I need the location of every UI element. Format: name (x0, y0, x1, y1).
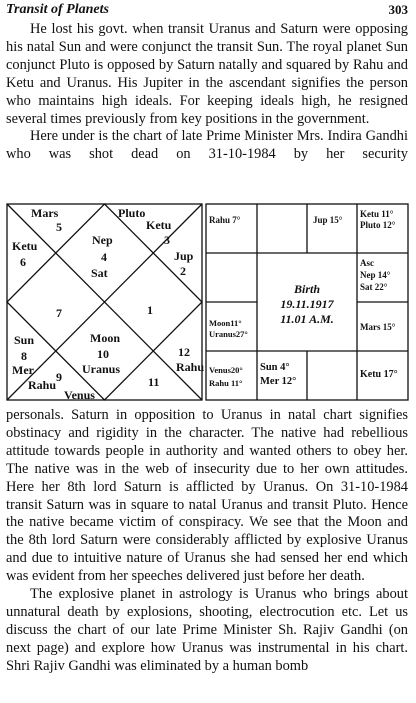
center-title: Birth (293, 282, 321, 296)
h11-num: 11 (148, 375, 160, 389)
paragraph-4: The explosive planet in astrology is Uranus who brings about unnatural death by explosions, shooting, electrocution etc. Let us discuss the chart of our late Prime Minister Sh. Rajiv Gandhi (on next page) and explore how Uranus was instrumental in his chart. Shri Rajiv Gandhi was eliminated by a human bomb (6, 586, 408, 674)
paragraph-1: He lost his govt. when transit Uranus and Saturn were opposing his natal Sun and were conjunct the transit Sun. The royal planet Sun conjunct Pluto is opposed by Saturn natally and squared by Rahu and Ketu and Uranus. His Jupiter in the ascendant signifies the person who maintains high ideals. For keeping ideals high, he resigned several times previously from key positions in the government. (6, 21, 408, 127)
paragraph-3: personals. Saturn in opposition to Uranus in natal chart signifies obstinacy and rigidity in the character. The native had rebellious attitude towards people in authority and wanted others to obey her. The native was in the web of insecurity due to her own attitudes. Here her 8th lord Saturn is afflicted by Uranus. On 31-10-1984 transit Saturn was in square to natal Uranus and transit Pluto. Hence the native became victim of conspiracy. We see that the Moon and the 8th lord Saturn were considerably afflicted by explosive Uranus and due to intuitive nature of Uranus she had sensed her end which was evident from her speeches delivered just before her death. (6, 407, 408, 585)
paragraph-2: Here under is the chart of late Prime Minister Mrs. Indira Gandhi who was shot dead on 31-10-1984 by her security (6, 128, 408, 163)
cell-top-2: Jup 15° (313, 215, 343, 225)
h2-planet: Jup (174, 249, 194, 263)
h3-planet2: Ketu (146, 218, 172, 232)
h5-planet: Mars (31, 206, 59, 220)
h8-planet2: Mer (12, 363, 34, 377)
h12-num: 12 (178, 345, 190, 359)
h4-planet2: Sat (91, 266, 108, 280)
h6-planet: Ketu (12, 239, 38, 253)
cell-left-1a: Moon11° (209, 318, 242, 328)
h4-num: 4 (101, 250, 107, 264)
h9-planet2: Venus (64, 388, 95, 402)
h9-num: 9 (56, 370, 62, 384)
text-block-top (6, 21, 408, 164)
center-time: 11.01 A.M. (280, 312, 334, 326)
h2-num: 2 (180, 264, 186, 278)
h10-num: 10 (97, 347, 109, 361)
running-header (6, 2, 408, 20)
h10-planet: Moon (90, 331, 120, 345)
h10-planet2: Uranus (82, 362, 121, 376)
h5-num: 5 (56, 220, 62, 234)
cell-top-1: Rahu 7° (209, 215, 241, 225)
charts-svg (6, 203, 410, 403)
cell-top-3a: Ketu 11° (360, 209, 394, 219)
cell-bottom-2b: Mer 12° (260, 376, 297, 387)
h3-num: 3 (164, 233, 170, 247)
text-block-bottom (6, 407, 408, 676)
cell-right-1c: Sat 22° (360, 282, 388, 292)
north-chart-labels (12, 206, 204, 402)
page-number: 303 (388, 2, 408, 17)
h3-planet1: Pluto (118, 206, 146, 220)
cell-bottom-1b: Rahu 11° (209, 378, 243, 388)
cell-right-1b: Nep 14° (360, 270, 391, 280)
south-chart-center (280, 282, 334, 326)
h7-num: 7 (56, 306, 62, 320)
cell-right-1a: Asc (360, 258, 374, 268)
charts-figure (6, 203, 410, 408)
h8-planet: Sun (14, 333, 35, 347)
cell-right-2: Mars 15° (360, 322, 396, 332)
cell-left-1b: Uranus27° (209, 329, 248, 339)
running-title: Transit of Planets (6, 2, 109, 17)
cell-bottom-1a: Venus20° (209, 365, 243, 375)
h9-planet: Rahu (28, 378, 57, 392)
h8-num: 8 (21, 349, 27, 363)
cell-bottom-2a: Sun 4° (260, 362, 290, 373)
cell-top-3b: Pluto 12° (360, 220, 396, 230)
h1-num: 1 (147, 303, 153, 317)
h6-num: 6 (20, 255, 26, 269)
center-date: 19.11.1917 (280, 297, 334, 311)
h4-planet: Nep (92, 233, 113, 247)
cell-bottom-4: Ketu 17° (360, 369, 398, 380)
h12-planet: Rahu (176, 360, 205, 374)
